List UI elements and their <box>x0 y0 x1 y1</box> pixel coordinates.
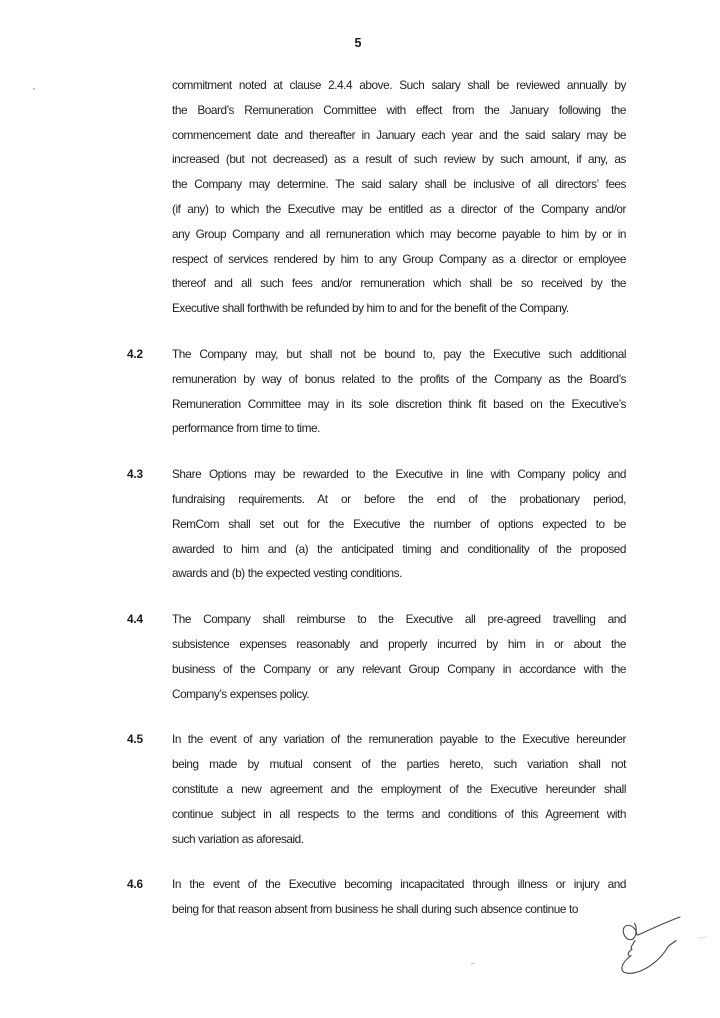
text-line: continue subject in all respects to the terms and conditions of this Agreement with <box>172 806 626 821</box>
text-line: business of the Company or any relevant Group Company in accordance with the <box>172 661 626 676</box>
clause <box>127 872 626 922</box>
clause <box>127 342 626 441</box>
clause-text <box>172 727 626 851</box>
clause-number: 4.3 <box>127 467 143 482</box>
signature-icon <box>604 904 696 990</box>
text-line: the Board’s Remuneration Committee with effect from the January following the <box>172 102 626 117</box>
text-line: awards and (b) the expected vesting conditions. <box>172 566 402 581</box>
text-line: In the event of any variation of the remuneration payable to the Executive hereunder <box>172 732 626 747</box>
text-line: In the event of the Executive becoming incapacitated through illness or injury and <box>172 877 626 892</box>
clause <box>127 607 626 706</box>
text-line: any Group Company and all remuneration which may become payable to him by or in <box>172 226 626 241</box>
text-line: increased (but not decreased) as a result of such review by such amount, if any, as <box>172 152 626 167</box>
text-line: commencement date and thereafter in January each year and the said salary may be <box>172 127 626 142</box>
clause <box>127 73 626 321</box>
text-line: performance from time to time. <box>172 421 320 436</box>
text-line: the Company may determine. The said salary shall be inclusive of all directors’ fees <box>172 177 626 192</box>
scan-speck <box>471 963 475 964</box>
clause-number: 4.2 <box>127 346 143 361</box>
document-body <box>127 73 626 922</box>
clause-number <box>127 73 172 321</box>
text-line: Remuneration Committee may in its sole discretion think fit based on the Executive’s <box>172 396 626 411</box>
clause <box>127 727 626 851</box>
text-line: subsistence expenses reasonably and properly incurred by him in or about the <box>172 636 626 651</box>
clause-text <box>172 342 626 441</box>
clause <box>127 462 626 586</box>
text-line: such variation as aforesaid. <box>172 831 304 846</box>
text-line: RemCom shall set out for the Executive the number of options expected to be <box>172 516 626 531</box>
text-line: Executive shall forthwith be refunded by him to and for the benefit of the Company. <box>172 301 569 316</box>
text-line: awarded to him and (a) the anticipated timing and conditionality of the proposed <box>172 541 626 556</box>
text-line: being made by mutual consent of the parties hereto, such variation shall not <box>172 757 626 772</box>
text-line: being for that reason absent from business he shall during such absence continue to <box>172 902 578 917</box>
clause-text <box>172 607 626 706</box>
text-line: Company’s expenses policy. <box>172 686 310 701</box>
text-line: (if any) to which the Executive may be entitled as a director of the Company and/or <box>172 201 626 216</box>
page-number: 5 <box>354 36 362 50</box>
clause-number: 4.4 <box>127 612 143 627</box>
clause-text <box>172 872 626 922</box>
text-line: The Company may, but shall not be bound to, pay the Executive such additional <box>172 346 626 361</box>
text-line: Share Options may be rewarded to the Executive in line with Company policy and <box>172 467 626 482</box>
scan-speck <box>698 936 707 938</box>
text-line: The Company shall reimburse to the Executive all pre-agreed travelling and <box>172 612 626 627</box>
clause-text <box>172 73 626 321</box>
text-line: fundraising requirements. At or before the end of the probationary period, <box>172 491 626 506</box>
text-line: constitute a new agreement and the employment of the Executive hereunder shall <box>172 781 626 796</box>
clause-number: 4.6 <box>127 877 143 892</box>
text-line: remuneration by way of bonus related to the profits of the Company as the Board’s <box>172 371 626 386</box>
scan-speck <box>33 88 35 90</box>
text-line: respect of services rendered by him to any Group Company as a director or employee <box>172 251 626 266</box>
text-line: thereof and all such fees and/or remuneration which shall be so received by the <box>172 276 626 291</box>
text-line: commitment noted at clause 2.4.4 above. Such salary shall be reviewed annually by <box>172 78 626 92</box>
clause-text <box>172 462 626 586</box>
clause-number: 4.5 <box>127 732 143 747</box>
